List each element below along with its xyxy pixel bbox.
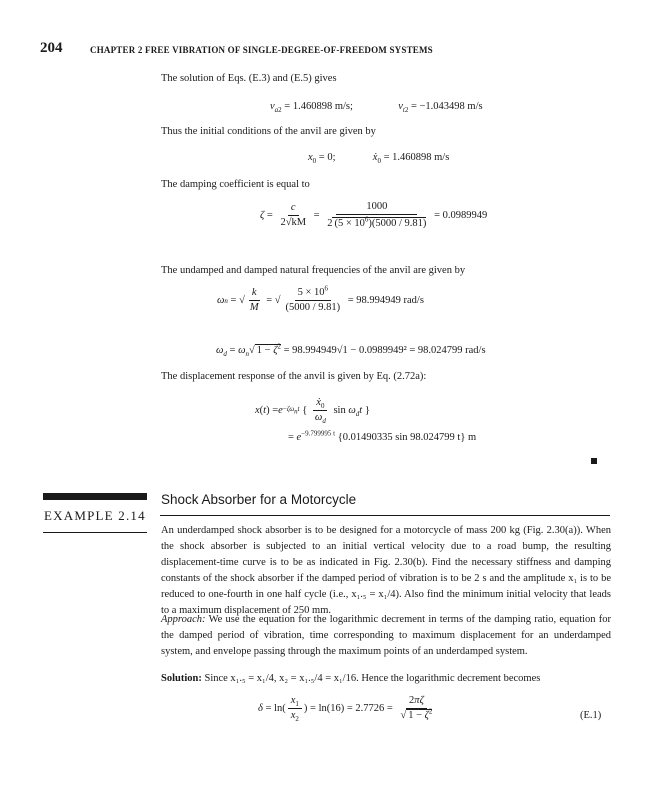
end-of-example-mark — [591, 458, 597, 464]
vt2-value: −1.043498 m/s — [419, 101, 483, 112]
example-approach — [161, 612, 611, 660]
example-title: Shock Absorber for a Motorcycle — [161, 492, 357, 507]
solution-label: Solution: — [161, 673, 202, 684]
example-rule-thick — [43, 493, 147, 500]
equation-delta: δ = ln( $\frac{x_1}{x_2}$ ) = ln(16) = 2.7726 = $\frac{2\pi\zeta}{√ 1 - \zeta^2}$ — [258, 695, 433, 724]
example-rule-thin — [43, 532, 147, 533]
equation-zeta: ζ = $\frac{c}{2√kM}$ = $\frac{1000}{2 (5 \times 10^6)(5000 / 9.81)}$ = 0.0989949 — [260, 201, 488, 229]
equation-xt-numeric: = $e^{-9.799995 t}$ {0.01490335 sin 98.024799 t} m — [288, 429, 477, 443]
example-label: EXAMPLE 2.14 — [44, 508, 146, 523]
delta-result: = ln(16) = 2.7726 = — [310, 703, 393, 714]
omega-d-result: = 98.994949√1 − 0.0989949² = 98.024799 rad/s — [283, 345, 486, 356]
paragraph-initial-conditions: Thus the initial conditions of the anvil are given by — [161, 126, 376, 137]
omega-n-result: = 98.994949 rad/s — [347, 295, 424, 306]
zeta-result: = 0.0989949 — [434, 210, 488, 221]
approach-text: We use the equation for the logarithmic decrement in terms of the damping ratio, equation for the damped period of vibration, time corresponding to maximum displacement for an underdamped system, and envelope passing through the maximum points of an underdamped system. — [161, 614, 611, 657]
xt-exponent: −9.799995 t — [301, 429, 336, 438]
equation-omega-n: ω n = √ $\frac{k}{M}$ = √ $\frac{5 \times 10^6}{(5000 / 9.81)}$ = 98.994949 rad/s — [217, 284, 424, 313]
equation-omega-d: $\omega_d = \omega_n√$ $1 - \zeta^2 = 98.994949√1 - 0.0989949^2 = 98.024799$ rad/s — [216, 342, 486, 359]
paragraph-solution: The solution of Eqs. (E.3) and (E.5) gives — [161, 73, 337, 84]
equation-velocities: $v_{a2} = 1.460898$ m/s; $v_{t2} = -1.043498$ m/s — [270, 101, 483, 115]
x0-value: 0; — [327, 152, 336, 163]
example-body: An underdamped shock absorber is to be designed for a motorcycle of mass 200 kg (Fig. 2.30(a)). When the shock absorber is subjected to an initial vertical velocity due to a road bump, the resulting displacement-time curve is to be as indicated in Fig. 2.30(b). Find the necessary stiffness and damping constants of the shock absorber if the damped period of vibration is to be 2 s and the amplitude x₁ is to be reduced to one-fourth in one half cycle (i.e., x₁.₅ = x₁/4). Also find the minimum initial velocity that leads to a maximum displacement of 250 mm. — [161, 525, 611, 616]
zeta-fraction-numeric: $\frac{1000}{2 (5 \times 10^6)(5000 / 9.81)}$ — [327, 201, 427, 229]
approach-label: Approach: — [161, 614, 206, 625]
xt-numeric: {0.01490335 sin 98.024799 t} m — [337, 432, 477, 443]
paragraph-frequencies: The undamped and damped natural frequencies of the anvil are given by — [161, 265, 466, 276]
va2-value: 1.460898 m/s; — [292, 101, 353, 112]
x0dot-value: 1.460898 m/s — [392, 152, 450, 163]
equation-tag: (E.1) — [580, 710, 602, 721]
paragraph-damping: The damping coefficient is equal to — [161, 179, 310, 190]
zeta-fraction: $\frac{c}{2√kM}$ — [280, 202, 307, 228]
solution-text: Since x₁.₅ = x₁/4, x₂ = x₁.₅/4 = x₁/16. Hence the logarithmic decrement becomes — [201, 673, 541, 684]
equation-initial-conditions: $x_0 = 0$; $ẋ_0 = 1.460898$ m/s — [308, 152, 450, 166]
paragraph-displacement: The displacement response of the anvil is given by Eq. (2.72a): — [161, 371, 427, 382]
example-solution — [161, 671, 611, 687]
example-title-rule — [160, 515, 610, 516]
running-head: CHAPTER 2 FREE VIBRATION OF SINGLE-DEGREE-OF-FREEDOM SYSTEMS — [90, 45, 433, 55]
equation-xt: x ( t ) = e $-\zeta\omega_nt$ { $\frac{ẋ_0}{\omega_d}$ sin $\omega_dt$ } — [255, 397, 370, 426]
page-number: 204 — [40, 40, 63, 56]
